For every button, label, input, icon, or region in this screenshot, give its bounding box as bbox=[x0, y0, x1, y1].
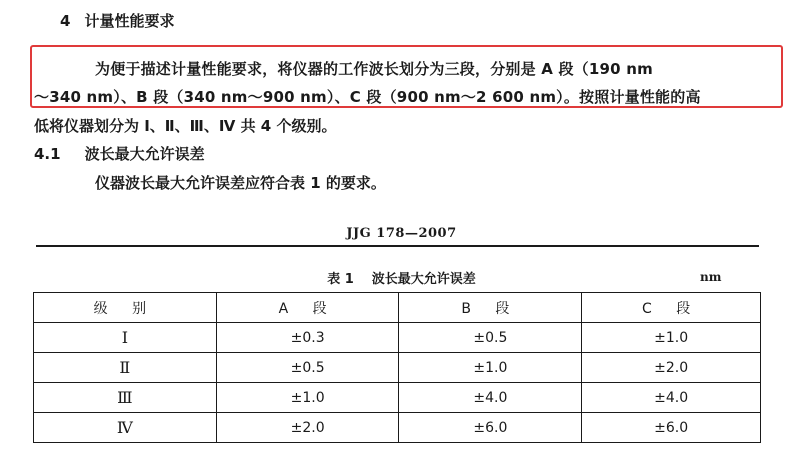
table-caption bbox=[0, 268, 803, 287]
cell-segment-a: ±0.3 bbox=[216, 323, 399, 353]
table-row bbox=[34, 353, 761, 383]
header-segment-c: C 段 bbox=[582, 293, 761, 323]
table-header-row bbox=[34, 293, 761, 323]
cell-segment-b: ±1.0 bbox=[399, 353, 582, 383]
section-title: 计量性能要求 bbox=[84, 12, 175, 30]
table-row bbox=[34, 413, 761, 443]
cell-level: Ⅳ bbox=[34, 413, 217, 443]
wavelength-error-table bbox=[33, 292, 761, 443]
cell-segment-c: ±6.0 bbox=[582, 413, 761, 443]
subsection-text: 仪器波长最大允许误差应符合表 1 的要求。 bbox=[95, 174, 386, 192]
cell-level: Ⅰ bbox=[34, 323, 217, 353]
header-segment-a: A 段 bbox=[216, 293, 399, 323]
paragraph-line-3: 低将仪器划分为 Ⅰ、Ⅱ、Ⅲ、Ⅳ 共 4 个级别。 bbox=[34, 117, 337, 135]
document-id: JJG 178—2007 bbox=[346, 226, 457, 241]
header-rule bbox=[36, 245, 759, 247]
header-segment-b: B 段 bbox=[399, 293, 582, 323]
cell-level: Ⅱ bbox=[34, 353, 217, 383]
cell-segment-c: ±2.0 bbox=[582, 353, 761, 383]
cell-segment-b: ±4.0 bbox=[399, 383, 582, 413]
cell-segment-b: ±6.0 bbox=[399, 413, 582, 443]
cell-segment-a: ±1.0 bbox=[216, 383, 399, 413]
paragraph-line-2: ～340 nm）、B 段（340 nm～900 nm）、C 段（900 nm～2 600 nm）。按照计量性能的高 bbox=[34, 88, 701, 106]
table-row bbox=[34, 323, 761, 353]
section-number: 4 bbox=[60, 12, 71, 30]
table-title: 波长最大允许误差 bbox=[371, 272, 476, 287]
subsection-heading bbox=[34, 143, 205, 164]
table-unit: nm bbox=[700, 270, 722, 284]
highlight-annotation-box bbox=[30, 45, 783, 108]
header-level: 级 别 bbox=[34, 293, 217, 323]
table-number: 表 1 bbox=[327, 272, 354, 287]
subsection-number: 4.1 bbox=[34, 145, 61, 163]
paragraph-line-1: 为便于描述计量性能要求，将仪器的工作波长划分为三段，分别是 A 段（190 nm bbox=[95, 60, 653, 78]
section-heading bbox=[60, 10, 174, 31]
cell-segment-c: ±1.0 bbox=[582, 323, 761, 353]
cell-segment-a: ±2.0 bbox=[216, 413, 399, 443]
cell-segment-c: ±4.0 bbox=[582, 383, 761, 413]
cell-segment-b: ±0.5 bbox=[399, 323, 582, 353]
subsection-title: 波长最大允许误差 bbox=[84, 145, 205, 163]
table-row bbox=[34, 383, 761, 413]
cell-segment-a: ±0.5 bbox=[216, 353, 399, 383]
cell-level: Ⅲ bbox=[34, 383, 217, 413]
